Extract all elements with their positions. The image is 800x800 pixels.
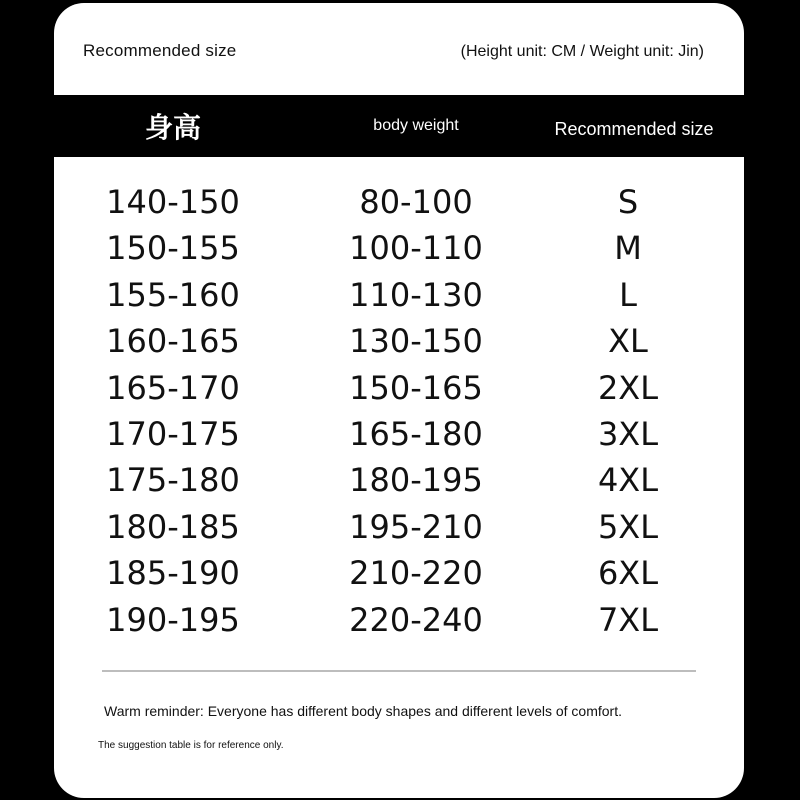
height-cell: 140-150 [106,183,240,221]
size-cell: M [614,229,642,268]
size-cell: 2XL [597,368,659,407]
table-row [54,272,744,318]
height-cell: 160-165 [106,322,240,361]
weight-cell: 150-165 [349,368,483,407]
weight-cell: 220-240 [349,600,483,639]
weight-cell: 80-100 [359,183,473,221]
weight-cell: 165-180 [349,414,483,453]
header-weight: body weight [373,117,459,134]
table-row [54,504,744,550]
size-chart-card [54,3,744,798]
reference-note: The suggestion table is for reference only. [98,740,284,751]
table-row [54,179,744,225]
weight-cell: 130-150 [349,322,483,361]
weight-cell: 195-210 [349,507,483,546]
warm-reminder: Warm reminder: Everyone has different body shapes and different levels of comfort. [104,703,622,719]
weight-cell: 210-220 [349,554,483,593]
table-row [54,365,744,411]
size-cell: 3XL [597,414,659,453]
size-cell: L [619,275,637,314]
height-cell: 155-160 [106,275,240,314]
size-cell: 7XL [597,600,659,639]
units-note: (Height unit: CM / Weight unit: Jin) [460,43,704,60]
height-cell: 165-170 [106,368,240,407]
height-cell: 150-155 [106,229,240,268]
weight-cell: 180-195 [349,461,483,500]
table-row [54,597,744,643]
size-table-body [54,179,744,643]
size-cell: 6XL [597,554,659,593]
weight-cell: 100-110 [349,229,483,268]
table-header [54,95,744,157]
size-cell: XL [608,322,648,361]
divider [102,670,696,672]
size-cell: 4XL [597,461,659,500]
table-row [54,411,744,457]
table-row [54,318,744,364]
height-cell: 175-180 [106,461,240,500]
header-size: Recommended size [554,118,714,139]
height-cell: 180-185 [106,507,240,546]
height-cell: 185-190 [106,554,240,593]
weight-cell: 110-130 [349,275,483,314]
chart-title: Recommended size [83,41,237,60]
size-cell: S [617,183,639,221]
header-height: 身高 [144,111,201,144]
height-cell: 190-195 [106,600,240,639]
table-row [54,457,744,503]
table-row [54,550,744,596]
size-cell: 5XL [597,507,659,546]
table-row [54,225,744,271]
height-cell: 170-175 [106,414,240,453]
